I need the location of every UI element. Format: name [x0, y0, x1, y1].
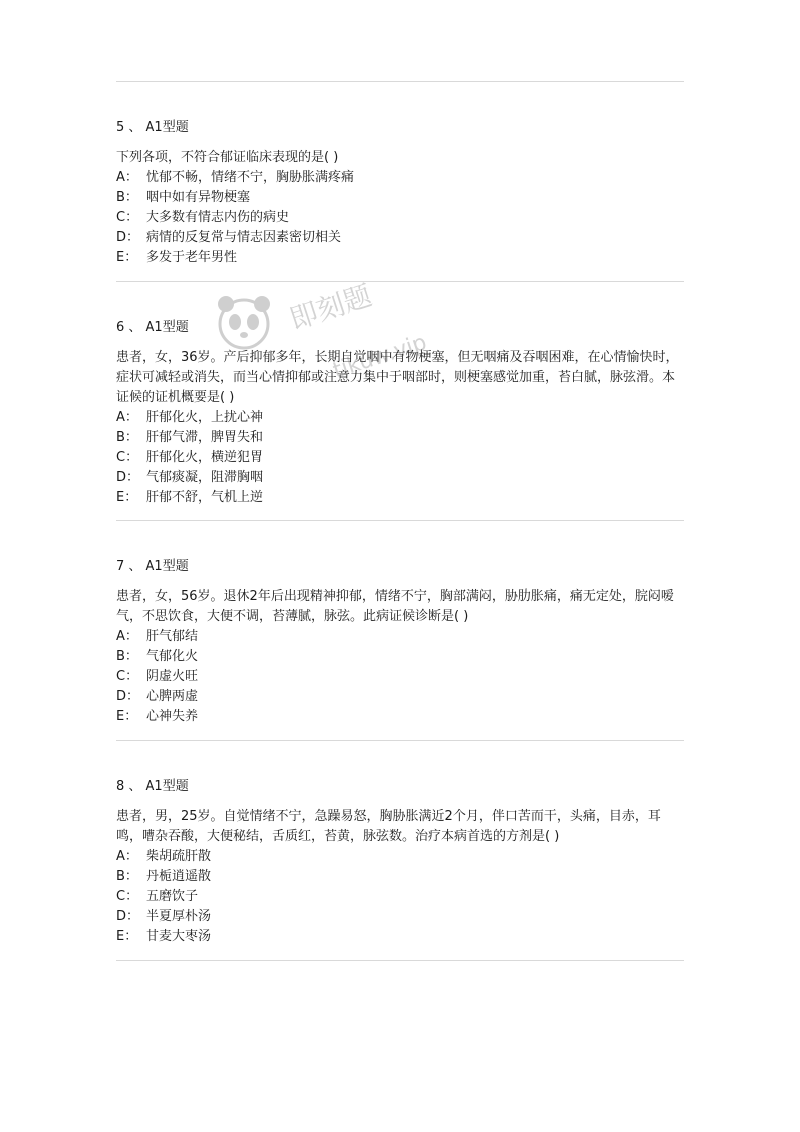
option-key: C： — [116, 450, 139, 465]
question-stem: 下列各项，不符合郁证临床表现的是( ) — [116, 150, 339, 165]
option-key: B： — [116, 430, 138, 445]
question-5 — [116, 118, 684, 268]
option-e — [116, 488, 684, 508]
option-a — [116, 627, 684, 647]
question-header: 7 、 A1型题 — [116, 559, 189, 574]
option-e — [116, 707, 684, 727]
question-stem: 患者，男，25岁。自觉情绪不宁，急躁易怒，胸胁胀满近2个月，伴口苦而干，头痛，目赤，耳鸣，嘈杂吞酸，大便秘结，舌质红，苔黄，脉弦数。治疗本病首选的方剂是( ) — [116, 809, 661, 844]
divider — [116, 960, 684, 961]
option-text: 甘麦大枣汤 — [146, 929, 212, 944]
option-text: 半夏厚朴汤 — [146, 909, 212, 924]
option-key: E： — [116, 929, 138, 944]
option-b — [116, 647, 684, 667]
option-c — [116, 208, 684, 228]
option-text: 气郁痰凝，阻滞胸咽 — [146, 470, 264, 485]
option-b — [116, 428, 684, 448]
option-d — [116, 228, 684, 248]
option-text: 肝郁化火，横逆犯胃 — [146, 450, 264, 465]
option-b — [116, 188, 684, 208]
option-key: B： — [116, 190, 138, 205]
option-d — [116, 468, 684, 488]
option-key: E： — [116, 250, 138, 265]
option-key: A： — [116, 410, 138, 425]
question-7 — [116, 557, 684, 727]
option-text: 病情的反复常与情志因素密切相关 — [146, 230, 342, 245]
option-c — [116, 887, 684, 907]
question-header: 6 、 A1型题 — [116, 320, 189, 335]
option-e — [116, 248, 684, 268]
option-key: D： — [116, 909, 140, 924]
option-c — [116, 448, 684, 468]
option-text: 气郁化火 — [146, 649, 199, 664]
option-key: A： — [116, 170, 138, 185]
option-a — [116, 847, 684, 867]
question-8 — [116, 777, 684, 947]
question-6 — [116, 318, 684, 508]
watermark-subtext: tikuw.vip — [330, 330, 430, 384]
question-header: 5 、 A1型题 — [116, 120, 189, 135]
option-text: 大多数有情志内伤的病史 — [146, 210, 290, 225]
option-key: B： — [116, 869, 138, 884]
option-b — [116, 867, 684, 887]
option-d — [116, 687, 684, 707]
option-c — [116, 667, 684, 687]
option-d — [116, 907, 684, 927]
option-e — [116, 927, 684, 947]
option-key: C： — [116, 669, 139, 684]
option-key: C： — [116, 889, 139, 904]
option-key: E： — [116, 490, 138, 505]
option-a — [116, 168, 684, 188]
question-header: 8 、 A1型题 — [116, 779, 189, 794]
option-key: A： — [116, 629, 138, 644]
option-key: D： — [116, 470, 140, 485]
option-text: 肝气郁结 — [146, 629, 199, 644]
divider — [116, 81, 684, 82]
option-text: 心脾两虚 — [146, 689, 199, 704]
option-text: 心神失养 — [146, 709, 199, 724]
option-text: 肝郁不舒，气机上逆 — [146, 490, 264, 505]
option-text: 肝郁化火，上扰心神 — [146, 410, 264, 425]
option-key: E： — [116, 709, 138, 724]
option-key: A： — [116, 849, 138, 864]
divider — [116, 520, 684, 521]
option-a — [116, 408, 684, 428]
option-text: 多发于老年男性 — [146, 250, 238, 265]
watermark-text: 即刻题 — [285, 278, 376, 337]
option-text: 丹栀逍遥散 — [146, 869, 212, 884]
divider — [116, 740, 684, 741]
option-text: 五磨饮子 — [146, 889, 199, 904]
option-key: D： — [116, 689, 140, 704]
option-text: 柴胡疏肝散 — [146, 849, 212, 864]
divider — [116, 281, 684, 282]
option-key: C： — [116, 210, 139, 225]
question-stem: 患者，女，56岁。退休2年后出现精神抑郁，情绪不宁，胸部满闷，胁肋胀痛，痛无定处，脘闷嗳气，不思饮食，大便不调，苔薄腻，脉弦。此病证候诊断是( ) — [116, 589, 674, 624]
option-text: 肝郁气滞，脾胃失和 — [146, 430, 264, 445]
option-text: 忧郁不畅，情绪不宁，胸胁胀满疼痛 — [146, 170, 355, 185]
option-key: D： — [116, 230, 140, 245]
question-stem: 患者，女，36岁。产后抑郁多年，长期自觉咽中有物梗塞，但无咽痛及吞咽困难，在心情愉快时，症状可减轻或消失，而当心情抑郁或注意力集中于咽部时，则梗塞感觉加重，苔白腻，脉弦滑。本证候的证机概要是( ) — [116, 350, 679, 405]
option-text: 咽中如有异物梗塞 — [146, 190, 251, 205]
option-key: B： — [116, 649, 138, 664]
option-text: 阴虚火旺 — [146, 669, 199, 684]
